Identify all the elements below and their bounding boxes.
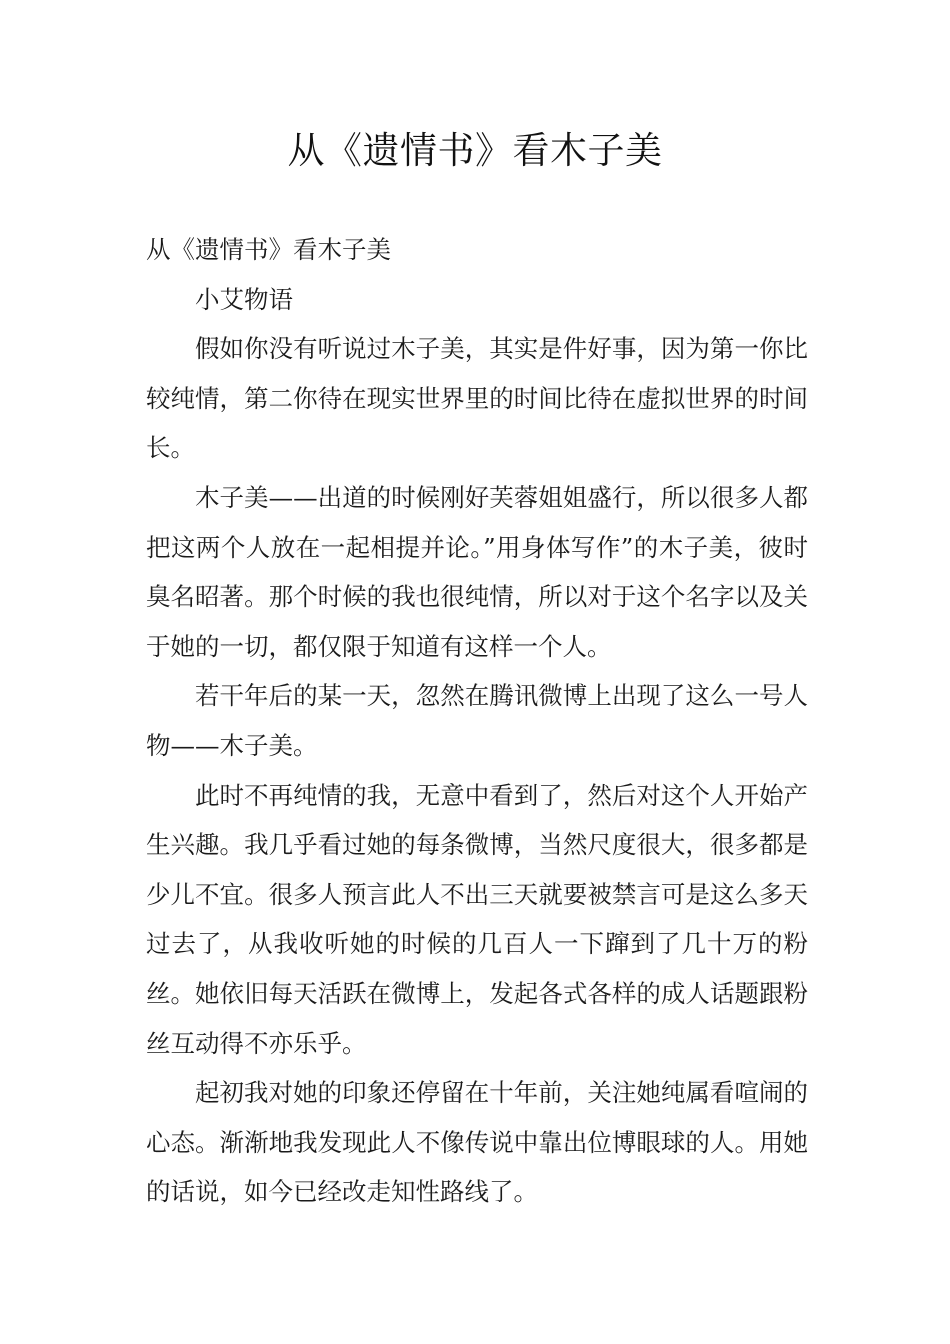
paragraph-5: 起初我对她的印象还停留在十年前，关注她纯属看喧闹的心态。渐渐地我发现此人不像传说中靠出位博眼球的人。用她的话说，如今已经改走知性路线了。 bbox=[146, 1078, 808, 1207]
paragraph-2: 木子美——出道的时候刚好芙蓉姐姐盛行，所以很多人都把这两个人放在一起相提并论。”用身体写作”的木子美，彼时臭名昭著。那个时候的我也很纯情，所以对于这个名字以及关于她的一切，都仅限于知道有这样一个人。 bbox=[146, 482, 808, 661]
paragraph-4: 此时不再纯情的我，无意中看到了，然后对这个人开始产生兴趣。我几乎看过她的每条微博，当然尺度很大，很多都是少儿不宜。很多人预言此人不出三天就要被禁言可是这么多天过去了，从我收听她的时候的几百人一下蹿到了几十万的粉丝。她依旧每天活跃在微博上，发起各式各样的成人话题跟粉丝互动得不亦乐乎。 bbox=[146, 780, 808, 1058]
document-title: 从《遗情书》看木子美 bbox=[287, 129, 663, 172]
paragraph-1: 假如你没有听说过木子美，其实是件好事，因为第一你比较纯情，第二你待在现实世界里的时间比待在虚拟世界的时间长。 bbox=[146, 334, 808, 463]
author-name: 小艾物语 bbox=[195, 284, 293, 314]
paragraph-3: 若干年后的某一天，忽然在腾讯微博上出现了这么一号人物——木子美。 bbox=[146, 681, 808, 760]
document-body bbox=[146, 225, 808, 1217]
article-subtitle: 从《遗情书》看木子美 bbox=[146, 235, 391, 264]
